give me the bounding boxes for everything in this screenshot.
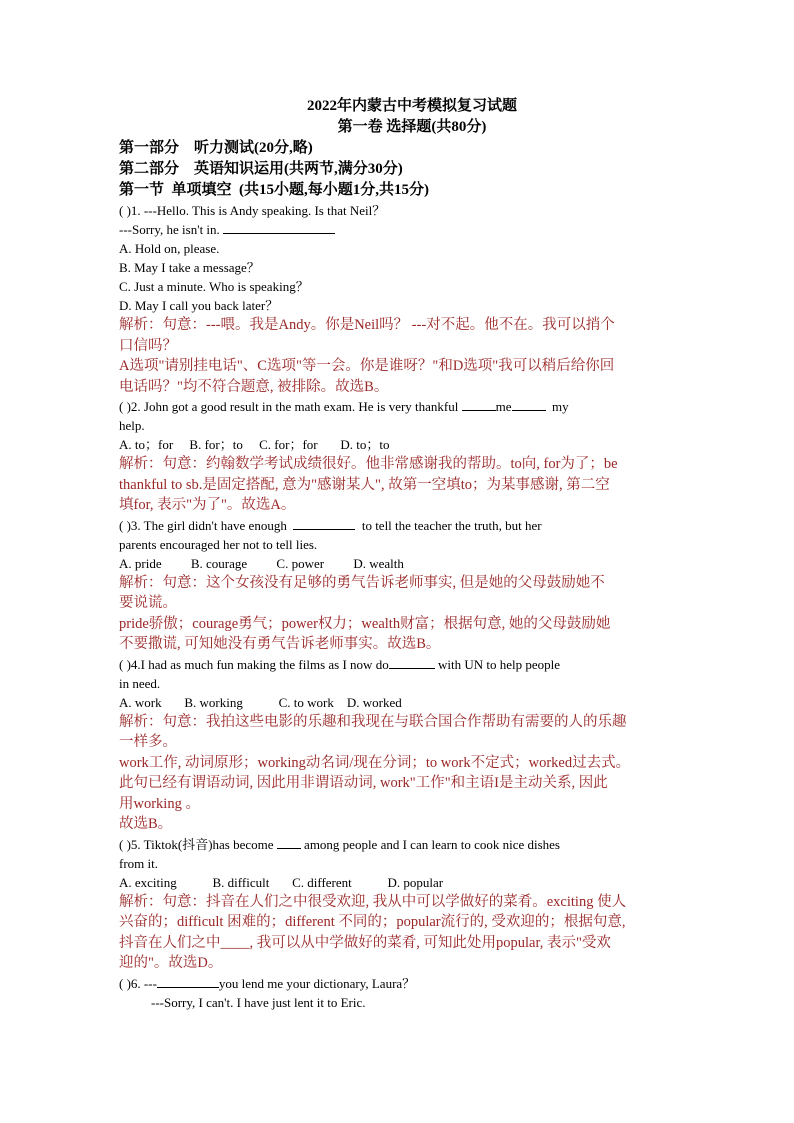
option-b: B. courage <box>190 555 248 571</box>
option-d: D. wealth <box>353 555 404 571</box>
question-stem: ( )6. --- you lend me your dictionary, Laura？ <box>119 975 416 991</box>
options-row <box>119 554 675 573</box>
question-4 <box>119 655 675 835</box>
explanation-line: 口信吗？ <box>119 337 177 354</box>
option-c: C. power <box>276 555 325 571</box>
question-stem-line2: parents encouraged her not to tell lies. <box>119 536 318 552</box>
explanation-line: 迎的"。故选D。 <box>119 955 223 971</box>
option-a: A. Hold on, please. <box>119 241 220 256</box>
question-stem-line2: from it. <box>119 855 158 871</box>
explanation-line: 不要撒谎, 可知她没有勇气告诉老师事实。故选B。 <box>119 636 441 652</box>
explanation-line: 解析：句意：约翰数学考试成绩很好。他非常感谢我的帮助。to向, for为了；be <box>119 456 618 472</box>
explanation-line: 故选B。 <box>119 816 173 832</box>
explanation-line: 解析：句意：这个女孩没有足够的勇气告诉老师事实, 但是她的父母鼓励她不 <box>119 574 605 591</box>
options-row <box>119 435 675 454</box>
question-1 <box>119 201 675 397</box>
question-6 <box>119 974 675 1012</box>
explanation-line: 用working 。 <box>119 795 200 812</box>
options-row <box>119 693 675 712</box>
option-c: C. different <box>292 874 352 890</box>
option-d: D. popular <box>387 874 444 890</box>
question-stem: ( )5. Tiktok(抖音)has become among people and I can learn to cook nice dishes <box>119 836 560 852</box>
option-c: C. for；for <box>259 437 318 452</box>
option-a: A. exciting <box>119 874 177 890</box>
question-stem-line2: help. <box>119 418 145 433</box>
question-3 <box>119 516 675 655</box>
explanation-line: 此句已经有谓语动词, 因此用非谓语动词, work"工作"和主语I是主动关系, 因此 <box>119 775 608 791</box>
answer-blank <box>157 975 219 988</box>
explanation-line: 填for, 表示"为了"。故选A。 <box>119 497 296 513</box>
explanation-line: 要说谎。 <box>119 595 177 611</box>
option-b: B. working <box>184 694 243 710</box>
explanation-line: 抖音在人们之中____, 我可以从中学做好的菜肴, 可知此处用popular, 表示"受欢 <box>119 934 611 951</box>
question-stem-line2: in need. <box>119 675 161 691</box>
document-content <box>119 96 675 1012</box>
answer-blank <box>512 398 546 411</box>
document-title: 2022年内蒙古中考模拟复习试题 <box>306 98 517 114</box>
option-a: A. to；for <box>119 437 174 452</box>
document-subtitle: 第一卷 选择题(共80分) <box>337 119 487 135</box>
option-b: B. May I take a message？ <box>119 260 260 275</box>
explanation-line: work工作, 动词原形；working动名词/现在分词；to work不定式；worked过去式。 <box>119 754 631 771</box>
section-1-heading: 第一节 单项填空 (共15小题,每小题1分,共15分) <box>119 182 429 198</box>
question-stem: ( )2. John got a good result in the math exam. He is very thankful me my <box>119 399 569 414</box>
option-a: A. pride <box>119 555 162 571</box>
option-d: D. worked <box>346 694 402 710</box>
question-stem: ( )4.I had as much fun making the films as I now do with UN to help people <box>119 656 560 672</box>
options-row <box>119 873 675 892</box>
explanation-line: 解析：句意：抖音在人们之中很受欢迎, 我从中可以学做好的菜肴。exciting 使人 <box>119 893 627 910</box>
answer-blank <box>389 656 435 669</box>
option-c: C. Just a minute. Who is speaking？ <box>119 279 309 294</box>
question-stem-line2: ---Sorry, I can't. I have just lent it to Eric. <box>151 994 366 1010</box>
option-d: D. to；to <box>340 437 390 452</box>
part-2-heading: 第二部分 英语知识运用(共两节,满分30分) <box>119 161 403 177</box>
question-2 <box>119 397 675 516</box>
option-b: B. difficult <box>212 874 270 890</box>
explanation-line: pride骄傲；courage勇气；power权力；wealth财富；根据句意, 她的父母鼓励她 <box>119 615 611 632</box>
explanation-line: 电话吗？"均不符合题意, 被排除。故选B。 <box>119 378 389 395</box>
explanation-line: A选项"请别挂电话"、C选项"等一会。你是谁呀？"和D选项"我可以稍后给你回 <box>119 358 615 374</box>
option-b: B. for；to <box>189 437 243 452</box>
explanation-line: thankful to sb.是固定搭配, 意为"感谢某人", 故第一空填to；为某事感谢, 第二空 <box>119 476 610 493</box>
question-stem-line2: ---Sorry, he isn't in. <box>119 220 675 239</box>
option-c: C. to work <box>278 694 334 710</box>
option-d: D. May I call you back later？ <box>119 298 279 313</box>
question-stem: ( )1. ---Hello. This is Andy speaking. Is that Neil？ <box>119 203 386 218</box>
answer-blank <box>277 836 301 849</box>
part-1-heading: 第一部分 听力测试(20分,略) <box>119 140 313 156</box>
explanation-line: 解析：句意：我拍这些电影的乐趣和我现在与联合国合作帮助有需要的人的乐趣 <box>119 713 627 730</box>
answer-blank <box>223 221 335 234</box>
question-5 <box>119 835 675 974</box>
explanation-line: 解析：句意：---喂。我是Andy。你是Neil吗？ ---对不起。他不在。我可以捎个 <box>119 317 615 333</box>
option-a: A. work <box>119 694 162 710</box>
explanation-line: 兴奋的；difficult 困难的；different 不同的；popular流行的, 受欢迎的；根据句意, <box>119 914 626 930</box>
answer-blank <box>293 517 355 530</box>
answer-blank <box>462 398 496 411</box>
explanation-line: 一样多。 <box>119 734 177 750</box>
question-stem: ( )3. The girl didn't have enough to tell the teacher the truth, but her <box>119 517 542 533</box>
